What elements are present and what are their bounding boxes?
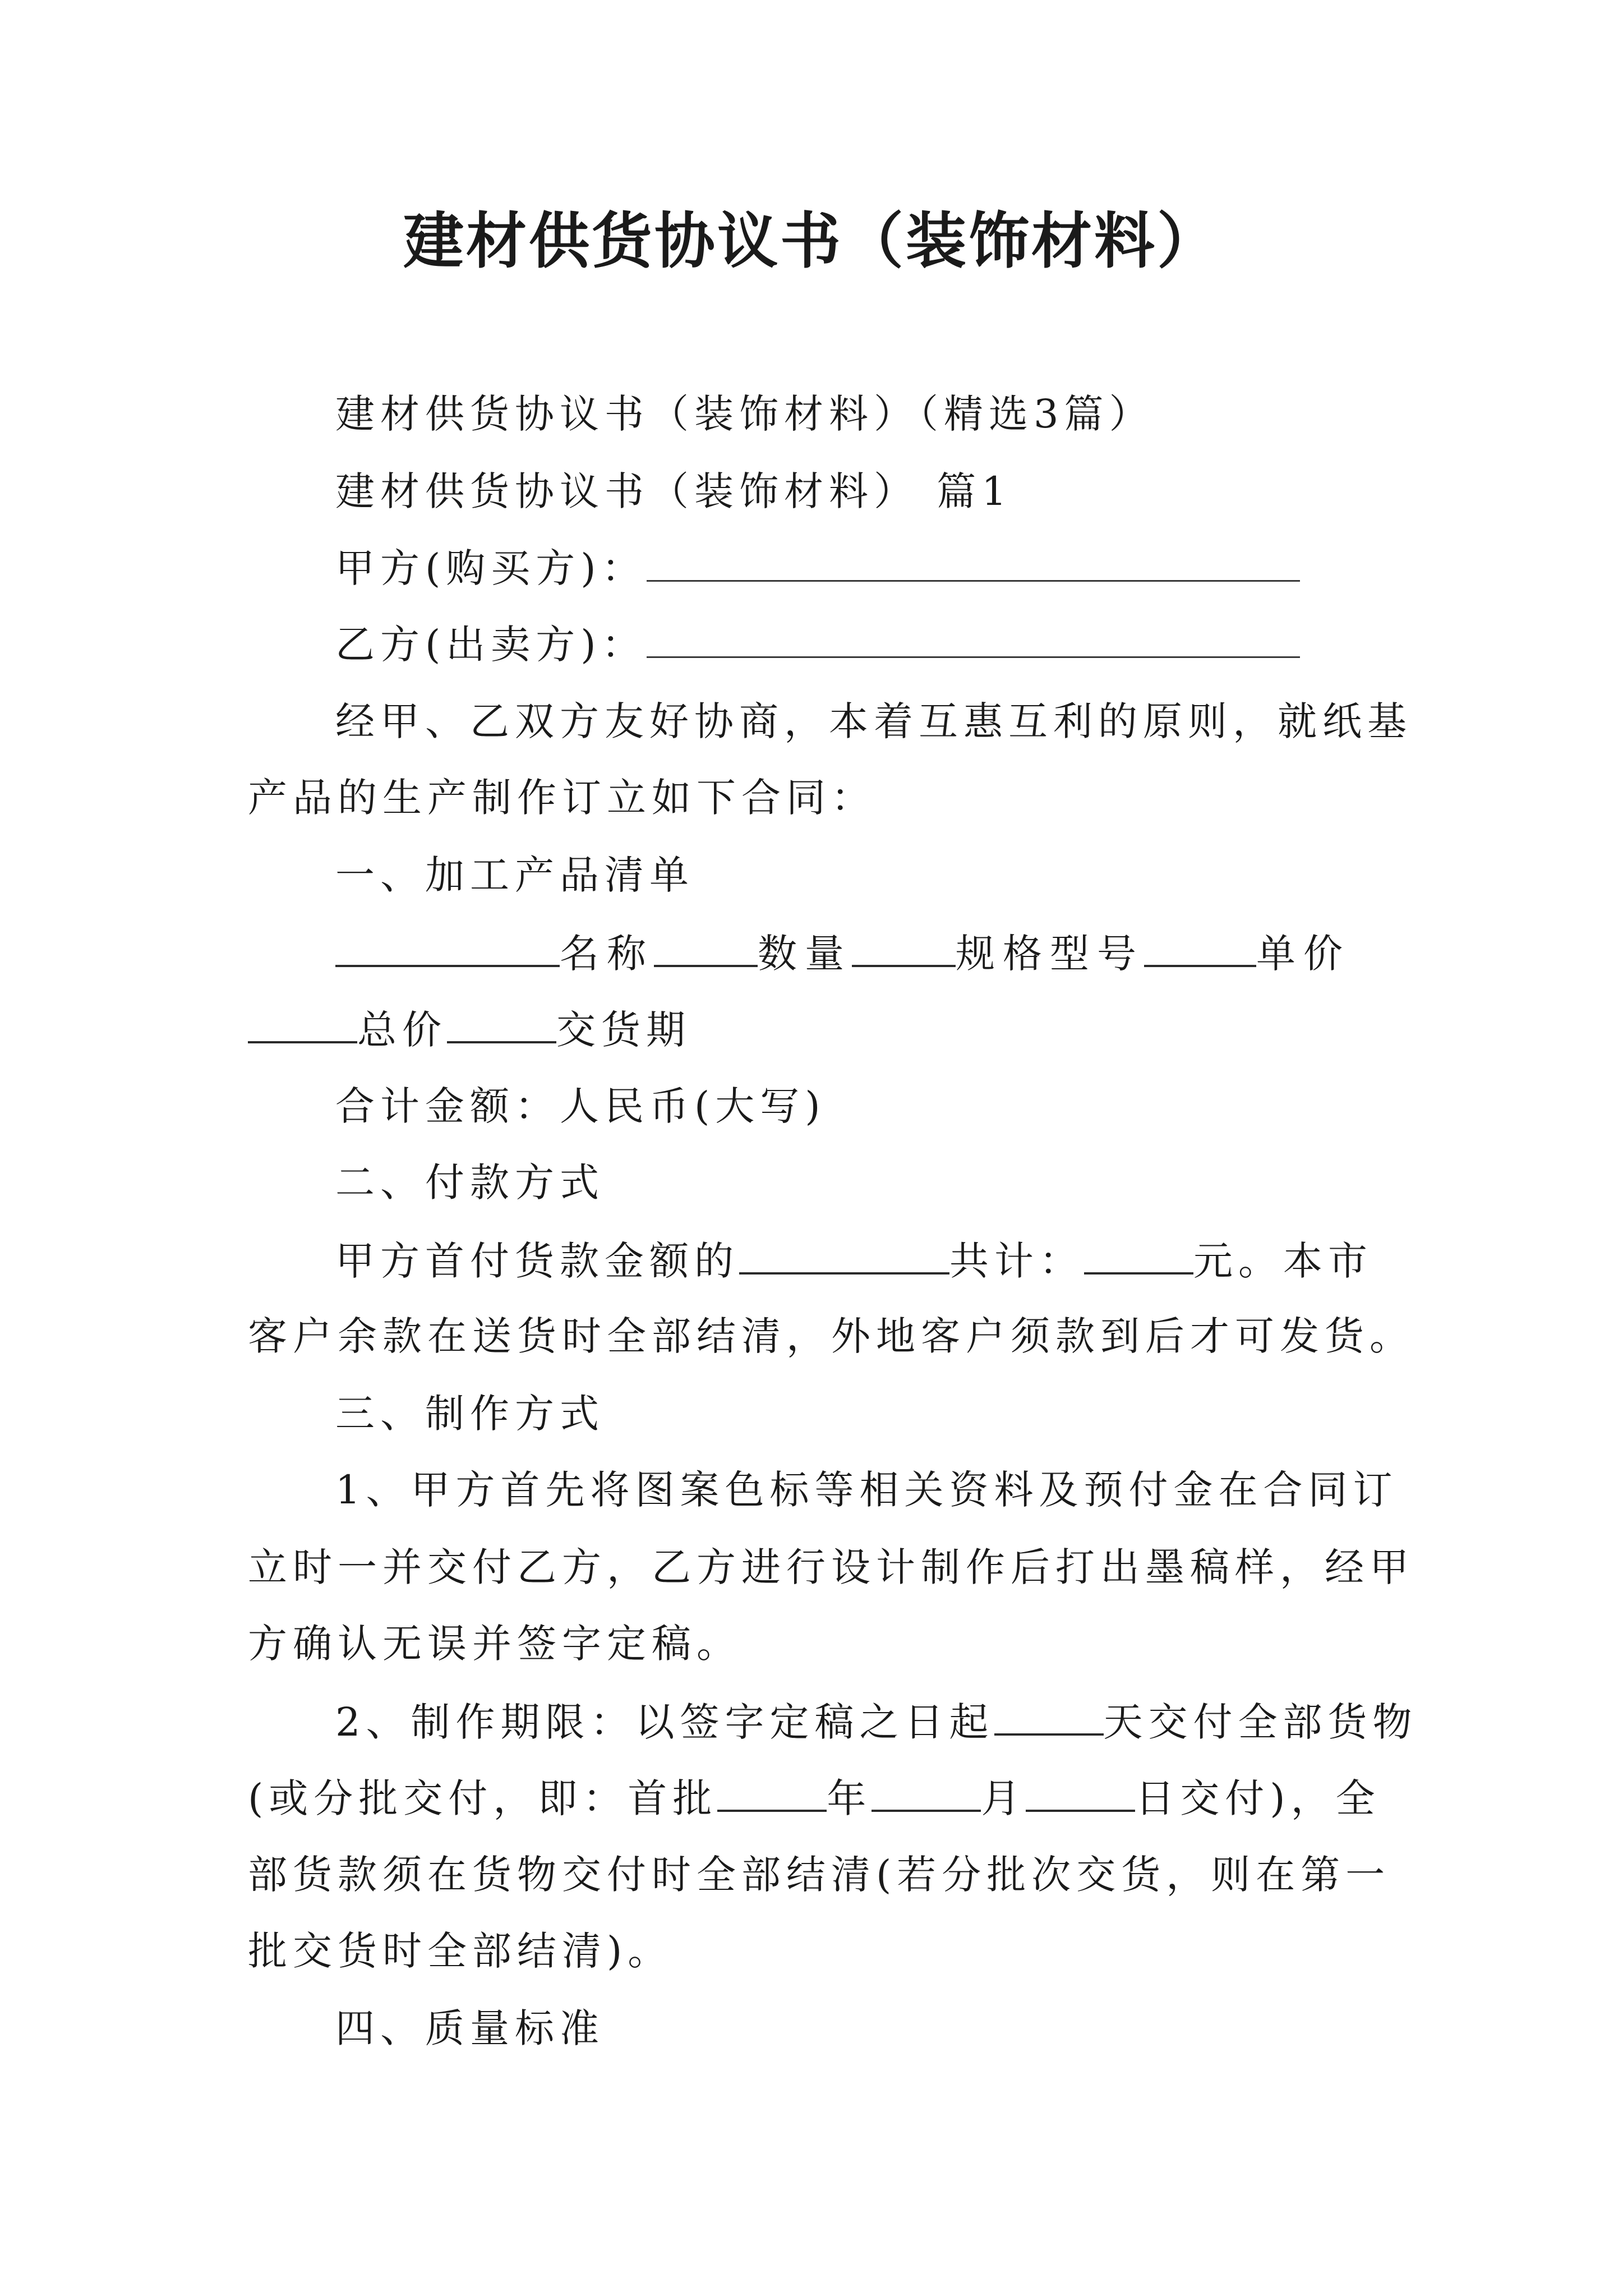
intro-line: 建材供货协议书（装饰材料）（精选3篇）: [335, 391, 1154, 437]
party-b-field[interactable]: [647, 616, 1300, 658]
product-list-row-2: [248, 1001, 691, 1058]
party-a-label: 甲方(购买方)：: [335, 545, 647, 591]
item-2-year: 年: [827, 1775, 872, 1821]
section-1-heading: 一、加工产品清单: [335, 852, 694, 898]
item-2-line-3: 部货款须在货物交付时全部结清(若分批次交货，则在第一: [248, 1852, 1391, 1898]
product-list-row-1: [335, 924, 1350, 982]
col-total-price: 总价: [357, 1007, 447, 1053]
party-a-row: [335, 540, 1300, 596]
col-name: 名称: [560, 931, 654, 977]
item-2-text-c: (或分批交付，即：首批: [248, 1775, 718, 1821]
col-model: 规格型号: [956, 931, 1144, 977]
item-1-line-3: 方确认无误并签字定稿。: [248, 1621, 741, 1667]
item-1-line-1: 1、甲方首先将图案色标等相关资料及预付金在合同订: [335, 1467, 1398, 1513]
party-a-field[interactable]: [647, 540, 1300, 582]
col-quantity: 数量: [758, 931, 852, 977]
payment-text-b: 共计：: [949, 1238, 1084, 1284]
unit-price-blank[interactable]: [248, 1001, 357, 1043]
year-blank[interactable]: [717, 1769, 827, 1812]
item-2-line-2: [248, 1769, 1381, 1826]
preamble-line-1: 经甲、乙双方友好协商，本着互惠互利的原则，就纸基: [335, 698, 1412, 744]
percent-blank[interactable]: [739, 1232, 949, 1274]
item-2-line-4: 批交货时全部结清)。: [248, 1928, 673, 1974]
party-b-label: 乙方(出卖方)：: [335, 622, 647, 668]
payment-text-a: 甲方首付货款金额的: [335, 1238, 739, 1284]
payment-line-2: 客户余款在送货时全部结清，外地客户须款到后才可发货。: [248, 1313, 1414, 1359]
section-4-heading: 四、质量标准: [335, 2005, 605, 2051]
item-2-text-a: 2、制作期限：以签字定稿之日起: [335, 1699, 994, 1745]
party-b-row: [335, 616, 1300, 673]
payment-line-1: [335, 1232, 1373, 1289]
days-blank[interactable]: [994, 1693, 1104, 1736]
amount-blank[interactable]: [1084, 1232, 1193, 1274]
item-2-text-b: 天交付全部货物: [1103, 1699, 1418, 1745]
model-blank[interactable]: [1144, 924, 1256, 967]
article-heading: 建材供货协议书（装饰材料） 篇1: [335, 468, 1012, 514]
total-price-blank[interactable]: [447, 1001, 556, 1043]
item-2-month: 月: [981, 1775, 1026, 1821]
product-blank[interactable]: [335, 924, 560, 967]
name-blank[interactable]: [654, 924, 758, 967]
col-delivery: 交货期: [556, 1007, 691, 1053]
item-1-line-2: 立时一并交付乙方，乙方进行设计制作后打出墨稿样，经甲: [248, 1544, 1414, 1590]
total-amount: 合计金额：人民币(大写): [335, 1083, 826, 1129]
item-2-text-d: 日交付)，全: [1135, 1775, 1381, 1821]
section-2-heading: 二、付款方式: [335, 1159, 605, 1205]
document-title: 建材供货协议书（装饰材料）: [403, 206, 1220, 277]
month-blank[interactable]: [872, 1769, 981, 1812]
item-2-line-1: [335, 1693, 1418, 1750]
preamble-line-2: 产品的生产制作订立如下合同：: [248, 775, 876, 821]
quantity-blank[interactable]: [852, 924, 956, 967]
payment-text-c: 元。本市: [1193, 1238, 1373, 1284]
day-blank[interactable]: [1026, 1769, 1135, 1812]
section-3-heading: 三、制作方式: [335, 1391, 605, 1437]
col-unit-price: 单价: [1256, 931, 1350, 977]
